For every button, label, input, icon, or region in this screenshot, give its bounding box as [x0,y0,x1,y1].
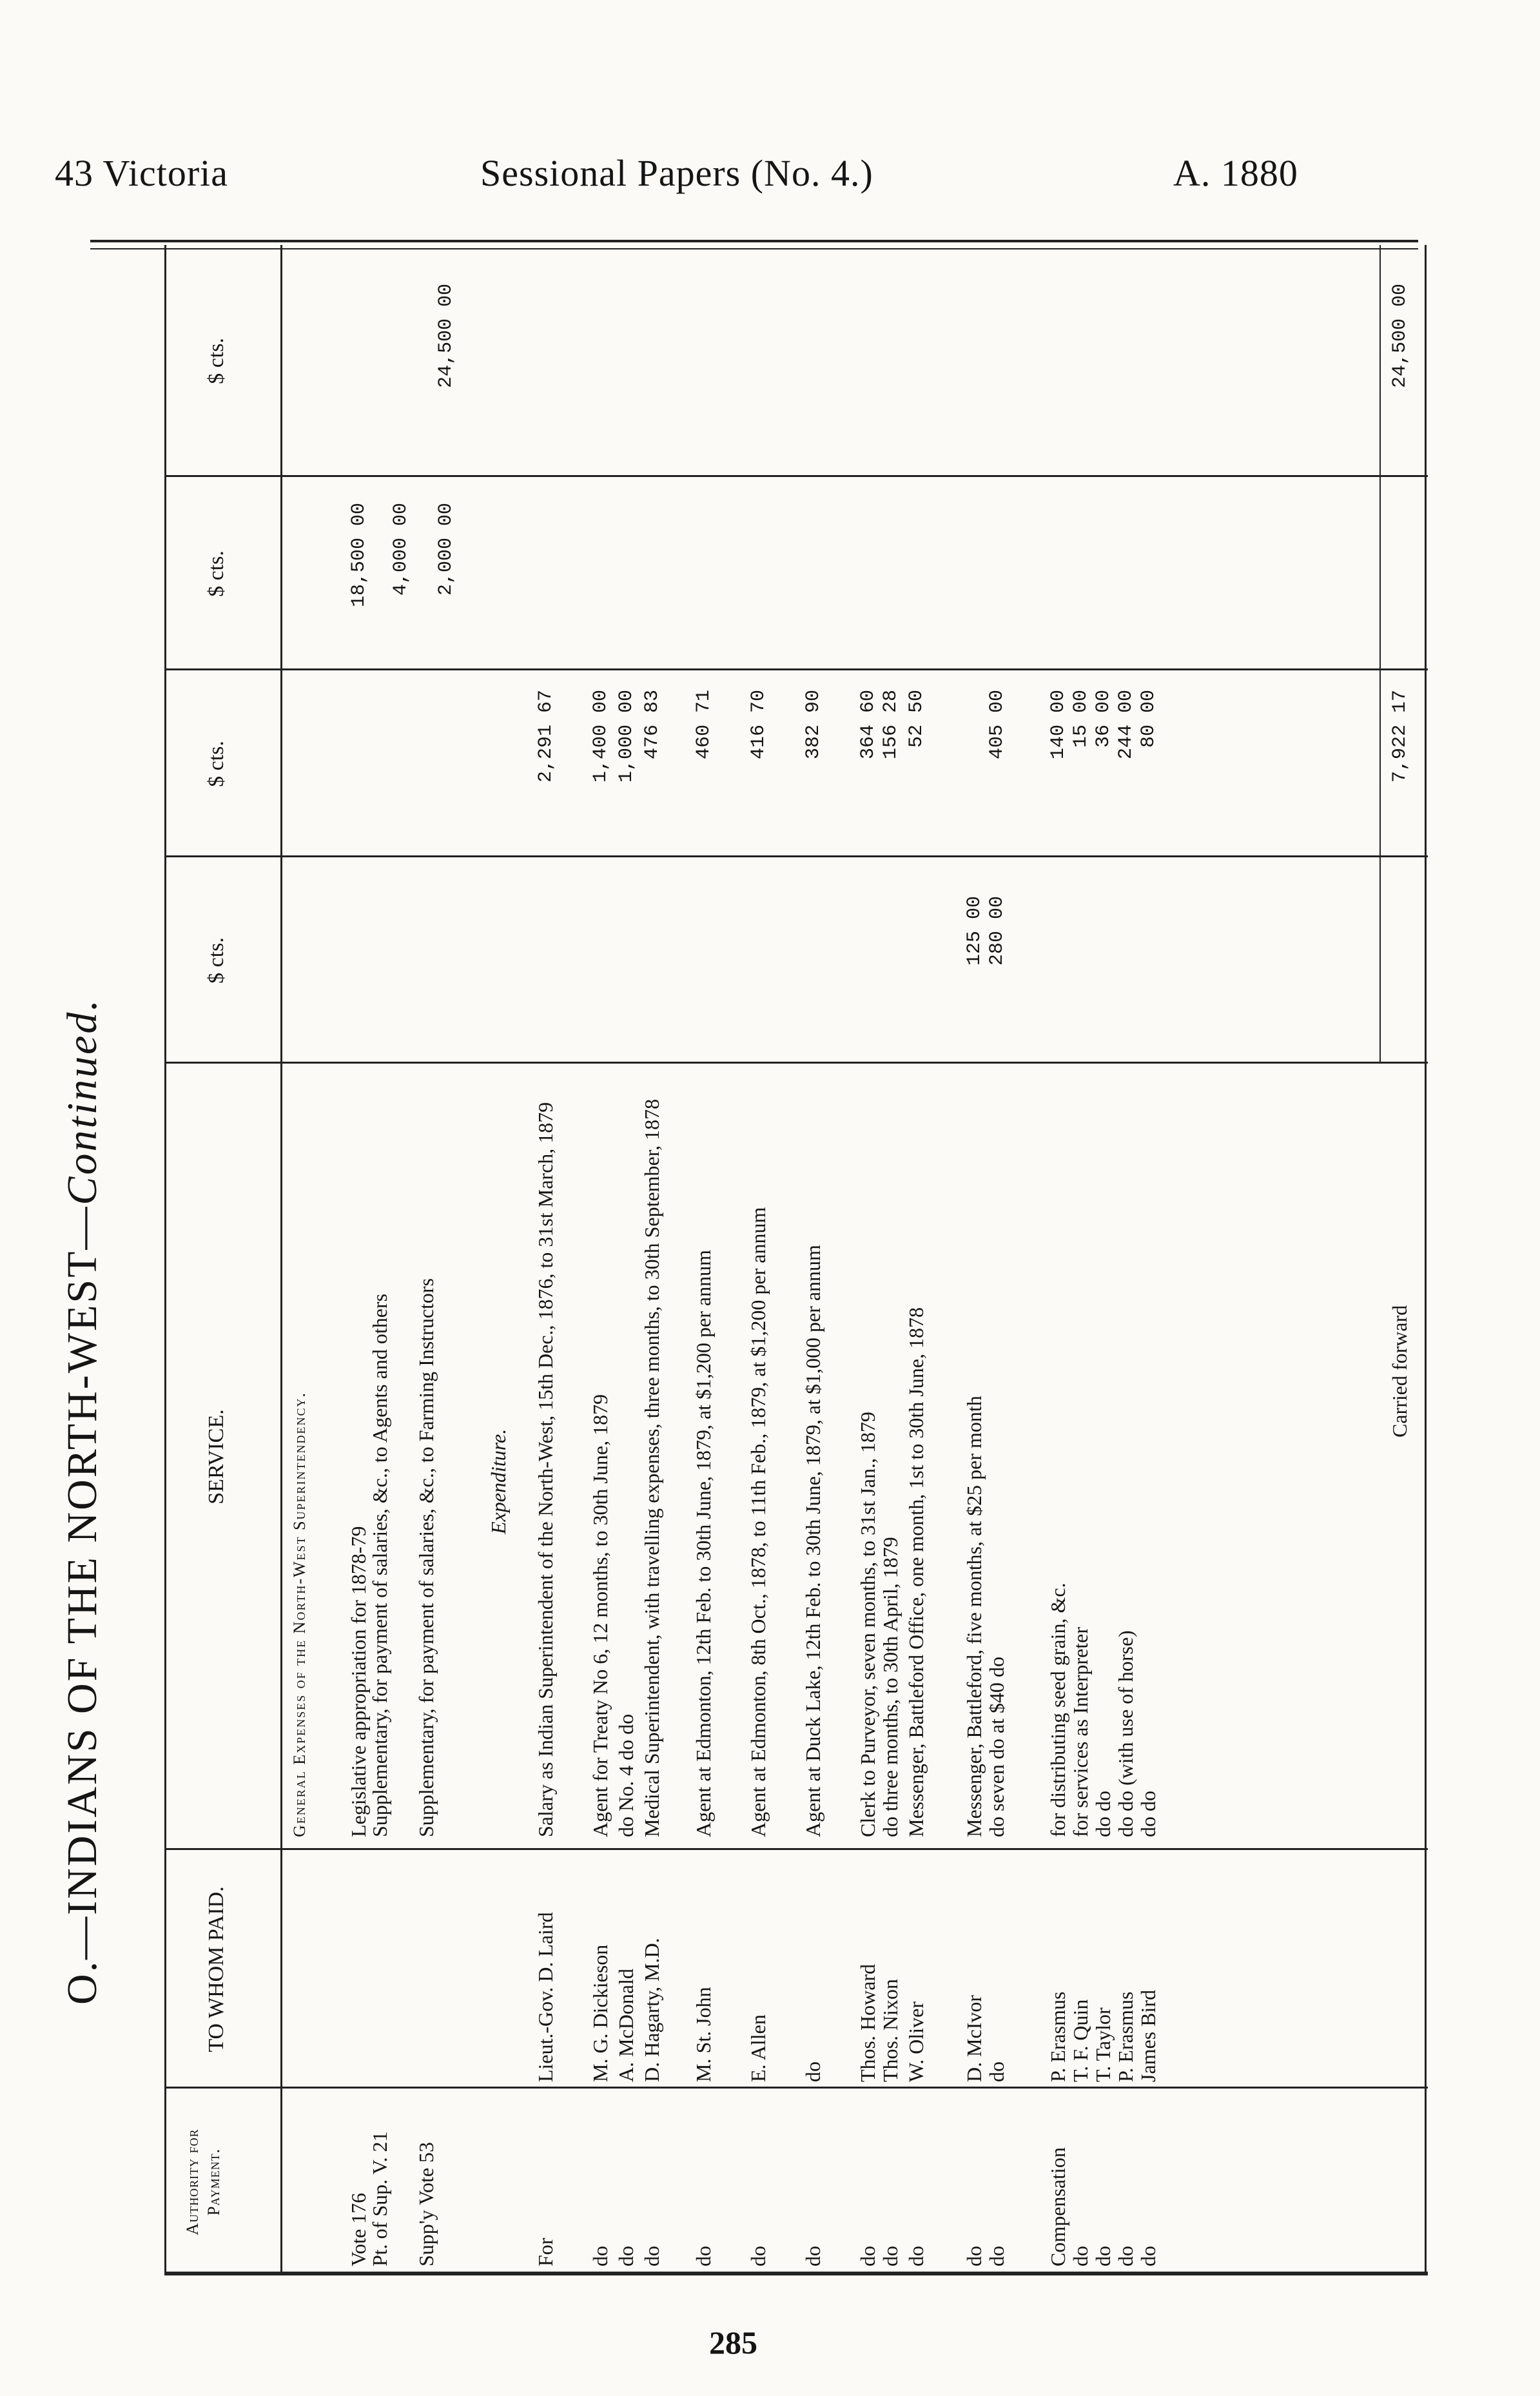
page-number: 285 [709,2324,757,2361]
border-top [164,245,166,2275]
col-divider-2 [164,1848,1428,1850]
expenditure-payee: W. Oliver [904,2001,928,2082]
col-divider-3 [164,1062,1428,1064]
expenditure-payee: T. F. Quin [1069,1999,1092,2082]
expenditure-service: for distributing seed grain, &c. [1046,1583,1069,1837]
expenditure-authority: Compensation [1046,2147,1069,2266]
col-authority-heading: Authority for Payment. [183,2128,223,2235]
expenditure-service: do three months, to 30th April, 1879 [879,1537,902,1837]
expenditure-amount-col2: 364 60 [857,690,879,760]
carried-forward-col2: 7,922 17 [1389,690,1411,783]
expenditure-authority: do [614,2246,638,2266]
appropriation-service-2: Supplementary, for payment of salaries, &c., to Agents and others [368,1293,391,1837]
table-title-main: O.—INDIANS OF THE NORTH-WEST— [59,1205,106,2005]
expenditure-service: for services as Interpreter [1069,1626,1092,1837]
table-title [58,998,107,2005]
expenditure-authority: do [746,2246,770,2266]
border-bottom [1425,245,1427,2275]
expenditure-amount-col2: 460 71 [693,690,715,760]
col-divider-6 [164,475,1428,477]
expenditure-authority: do [1069,2246,1092,2266]
expenditure-payee: James Bird [1136,1989,1160,2082]
col-money-3-heading: $ cts. [204,550,228,597]
col-divider-1 [164,2087,1428,2089]
expenditure-authority: do [985,2246,1008,2266]
expenditure-heading: Expenditure. [487,1428,510,1534]
expenditure-amount-col2: 1,000 00 [616,690,638,783]
expenditure-payee: D. McIvor [962,1994,986,2082]
expenditure-authority: For [534,2237,557,2266]
expenditure-payee: M. St. John [692,1987,715,2082]
expenditure-payee: Thos. Nixon [879,1979,902,2082]
expenditure-service: Agent at Edmonton, 12th Feb. to 30th June, 1879, at $1,200 per annum [692,1250,715,1837]
expenditure-amount-col2: 156 28 [880,690,902,760]
header-separator [280,245,282,2275]
col-divider-4 [164,855,1428,857]
total-rule [1379,245,1381,1064]
expenditure-amount-col2: 80 00 [1138,690,1160,748]
col-money-4-heading: $ cts. [204,338,228,384]
expenditure-amount-col2: 52 50 [906,690,928,748]
expenditure-service: do seven do at $40 do [985,1657,1008,1837]
appropriation-amount-3: 2,000 00 [435,503,457,596]
expenditure-payee: P. Erasmus [1046,1991,1069,2082]
expenditure-service: do No. 4 do do [614,1713,638,1837]
expenditure-authority: do [1136,2246,1160,2266]
header-center: Sessional Papers (No. 4.) [480,152,873,194]
expenditure-amount-col2: 15 00 [1070,690,1092,748]
expenditure-payee: D. Hagarty, M.D. [640,1938,663,2082]
expenditure-service: Agent for Treaty No 6, 12 months, to 30th June, 1879 [589,1394,612,1837]
expenditure-authority: do [879,2246,902,2266]
expenditure-authority: do [904,2246,928,2266]
expenditure-service: Agent at Edmonton, 8th Oct., 1878, to 11th Feb., 1879, at $1,200 per annum [746,1207,770,1837]
carried-forward-col4: 24,500 00 [1389,284,1411,389]
appropriation-amount-2: 4,000 00 [390,503,412,596]
expenditure-service: Agent at Duck Lake, 12th Feb. to 30th June, 1879, at $1,000 per annum [801,1245,824,1837]
expenditure-service: Medical Superintendent, with travelling expenses, three months, to 30th September, 1878 [640,1098,663,1837]
expenditure-authority: do [640,2246,663,2266]
expenditure-payee: Lieut.-Gov. D. Laird [534,1912,557,2082]
border-left [164,2272,1428,2275]
expenditure-amount-col2: 140 00 [1048,690,1069,760]
expenditure-payee: P. Erasmus [1114,1991,1137,2082]
expenditure-service: Messenger, Battleford Office, one month, 1st to 30th June, 1878 [904,1307,928,1837]
expenditure-service: Salary as Indian Superintendent of the North-West, 15th Dec., 1876, to 31st March, 1879 [534,1102,557,1837]
expenditure-payee: Thos. Howard [856,1963,879,2082]
col-money-2-heading: $ cts. [204,741,228,787]
col-money-1-heading: $ cts. [204,937,228,984]
expenditure-service: do do (with use of horse) [1114,1630,1137,1837]
expenditure-payee: M. G. Dickieson [589,1944,612,2082]
col-divider-5 [164,668,1428,670]
appropriation-authority-3: Supp'y Vote 53 [414,2141,438,2266]
col-to-whom-heading: TO WHOM PAID. [204,1886,228,2052]
expenditure-amount-col2: 382 90 [803,690,824,760]
expenditure-amount-col2: 476 83 [641,690,663,760]
table-title-continued: Continued. [59,998,106,1205]
expenditure-amount-col2: 1,400 00 [590,690,612,783]
expenditure-payee: E. Allen [746,2014,770,2082]
expenditure-service: Messenger, Battleford, five months, at $25 per month [962,1396,986,1837]
expenditure-authority: do [589,2246,612,2266]
expenditure-payee: do [985,2061,1008,2082]
section-heading: General Expenses of the North-West Superintendency. [290,1391,309,1837]
expenditure-amount-col2: 405 00 [986,690,1008,760]
expenditure-authority: do [1114,2246,1137,2266]
expenditure-service: do do [1136,1791,1160,1837]
expenditure-amount-col2: 416 70 [748,690,770,760]
expenditure-authority: do [692,2246,715,2266]
appropriation-service-1: Legislative appropriation for 1878-79 [347,1526,370,1837]
appropriation-authority-2: Pt. of Sup. V. 21 [368,2131,391,2266]
expenditure-authority: do [856,2246,879,2266]
col-service-heading: SERVICE. [204,1409,228,1505]
appropriation-authority-1: Vote 176 [347,2192,370,2266]
expenditure-authority: do [962,2246,986,2266]
expenditure-amount-col1: 280 00 [986,896,1008,966]
expenditure-amount-col1: 125 00 [964,896,986,966]
expenditure-amount-col2: 244 00 [1115,690,1137,760]
rotated-table [59,245,1428,2275]
top-rule [90,240,1418,242]
expenditure-authority: do [801,2246,824,2266]
appropriation-amount-1: 18,500 00 [348,503,370,608]
expenditure-authority: do [1091,2246,1115,2266]
carried-forward-label: Carried forward [1388,1305,1411,1437]
header-left: 43 Victoria [55,152,228,194]
expenditure-service: do do [1091,1791,1115,1837]
appropriation-service-3: Supplementary, for payment of salaries, &c., to Farming Instructors [414,1278,438,1837]
expenditure-amount-col2: 2,291 67 [535,690,557,783]
expenditure-amount-col2: 36 00 [1093,690,1115,748]
expenditure-service: Clerk to Purveyor, seven months, to 31st Jan., 1879 [856,1412,879,1837]
appropriation-total: 24,500 00 [435,284,457,389]
expenditure-payee: A. McDonald [614,1969,638,2082]
expenditure-payee: do [801,2061,824,2082]
expenditure-payee: T. Taylor [1091,2007,1115,2082]
header-right: A. 1880 [1173,152,1298,194]
